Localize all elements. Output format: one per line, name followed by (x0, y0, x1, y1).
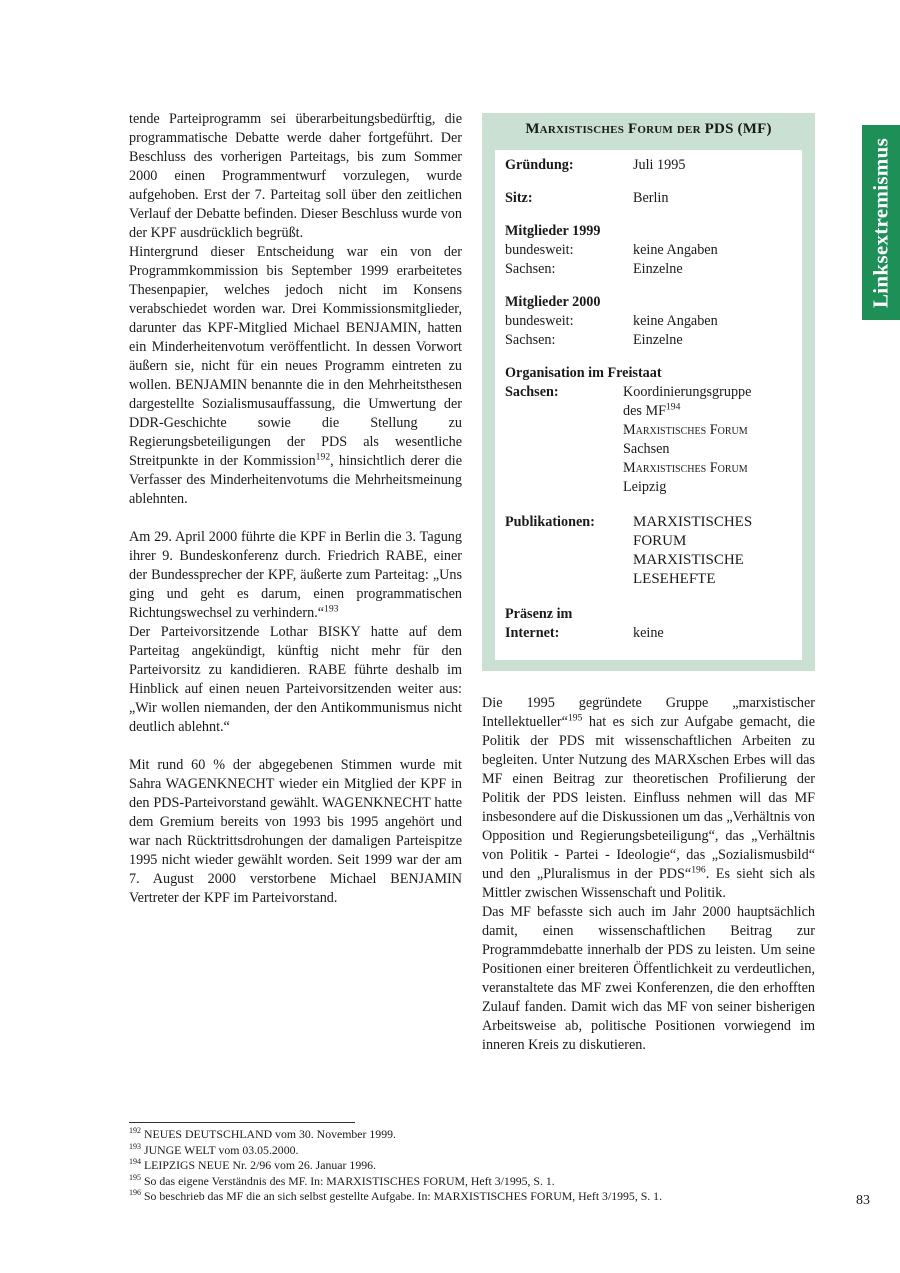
fact-row-founding: Gründung: Juli 1995 (505, 157, 686, 173)
fact-row-publications: Publikationen: MARXISTISCHES FORUM MARXISTISCHE LESEHEFTE (505, 514, 753, 587)
paragraph: Mit rund 60 % der abgegebenen Stimmen wurde mit Sahra WAGENKNECHT wieder ein Mitglied der KPF in den PDS-Parteivorstand gewählt. WAGENKNECHT hatte dem Gremium bereits von 1993 bis 1995 angehört und war nach Rücktrittsdrohungen der damaligen Parteispitze 1995 nicht wieder gewählt worden. Seit 1999 war der am 7. August 2000 verstorbene Michael BENJAMIN Vertreter der KPF im Parteivorstand. (129, 757, 462, 906)
paragraph: Hintergrund dieser Entscheidung war ein von der Programmkommission bis September 1999 erarbeitetes Thesenpapier, welches jedoch nicht im Konsens verabschiedet worden war. Drei Kommissionsmitglieder, darunter das KPF-Mitglied Michael BENJAMIN, hatten ein Minderheitenvotum veröffentlicht. In dessen Vorwort äußern sie, nicht für ein neues Programm eintreten zu wollen. BENJAMIN benannte die in den Mehrheitsthesen dargestellte Sozialismusauffassung, die Umwertung der DDR-Geschichte sowie die Stellung zu Regierungsbeteiligungen der PDS als wesentliche Streitpunkte in der Kommission$^{192}$, hinsichtlich derer die Verfasser des Minderheitenvotums die Mehrheitsmeinung ablehnten. (129, 244, 462, 507)
fact-row-internet: Internet: keine (505, 625, 664, 641)
footnote-ref[interactable]: 195 (567, 712, 583, 724)
members-2000-heading: Mitglieder 2000 (505, 294, 601, 310)
footnote-ref[interactable]: 196 (691, 864, 706, 876)
footnote: $^{196}$ So beschrieb das MF die an sich selbst gestellte Aufgabe. In: MARXISTISCHES FORUM, Heft 3/1995, S. 1. (129, 1188, 663, 1203)
footnote-ref[interactable]: 193 (324, 603, 339, 615)
members-1999-heading: Mitglieder 1999 (505, 223, 601, 239)
organization-fact-box (482, 113, 815, 671)
paragraph: Am 29. April 2000 führte die KPF in Berlin die 3. Tagung ihrer 9. Bundeskonferenz durch. Friedrich RABE, einer der Bundessprecher der KPF, äußerte zum Parteitag: „Uns ging und geht es darum, einen programmatischen Richtungswechsel zu verhindern.“$^{193}$ (129, 529, 462, 621)
organization-heading: Organisation im Freistaat (505, 365, 662, 381)
footnote: $^{192}$ NEUES DEUTSCHLAND vom 30. November 1999. (129, 1126, 396, 1141)
footnotes (129, 1127, 829, 1205)
footnote: $^{193}$ JUNGE WELT vom 03.05.2000. (129, 1141, 299, 1157)
section-tab (862, 125, 900, 320)
paragraph: Die 1995 gegründete Gruppe „marxistischer Intellektueller“$^{195}$ hat es sich zur Aufgabe gemacht, die Politik der PDS mit wissenschaftlichen Arbeiten zu begleiten. Unter Nutzung des MARXschen Erbes will das MF einen Beitrag zur theoretischen Profilierung der Politik der PDS leisten. Einfluss nehmen will das MF insbesondere auf die Diskussionen um das „Verhältnis von Opposition und Regierungsbeteiligung“, das „Verhältnis von Politik - Partei - Ideologie“, das „Sozialismusbild“ und den „Pluralismus in der PDS“$^{196}$. Es sieht sich als Mittler zwischen Wissenschaft und Politik. (482, 695, 815, 901)
fact-box-title: Marxistisches Forum der PDS (MF) (525, 121, 772, 137)
fact-row-organization: Sachsen: Koordinierungsgruppe des MF$^{194}$ Marxistisches Forum Sachsen Marxistisches Forum Leipzig (505, 384, 752, 495)
right-text-column (482, 694, 815, 1055)
left-text-column (129, 110, 462, 908)
paragraph: tende Parteiprogramm sei überarbeitungsbedürftig, die programmatische Debatte werde daher fortgeführt. Der Beschluss des vorherigen Parteitags, bis zum Sommer 2000 einen Programmentwurf vorzulegen, wurde aufgehoben. Erst der 7. Parteitag soll über den zeitlichen Verlauf der Debatte befinden. Dieser Beschluss wurde von der KPF ausdrücklich begrüßt. (129, 111, 462, 241)
paragraph: Der Parteivorsitzende Lothar BISKY hatte auf dem Parteitag angekündigt, künftig nicht mehr für den Parteivorsitz zu kandidieren. RABE führte deshalb im Hinblick auf einen neuen Parteivorsitzenden weiter aus: „Wir wollen niemanden, der den Antikommunismus nicht deutlich ablehnt.“ (129, 624, 462, 735)
fact-row-seat: Sitz: Berlin (505, 190, 669, 206)
footnote: $^{194}$ LEIPZIGS NEUE Nr. 2/96 vom 26. Januar 1996. (129, 1157, 376, 1172)
footnote-divider (129, 1122, 355, 1123)
paragraph: Das MF befasste sich auch im Jahr 2000 hauptsächlich damit, einen wissenschaftlichen Beitrag zur Programmdebatte innerhalb der PDS zu leisten. Um seine Positionen einer breiteren Öffentlichkeit zu verdeutlichen, veranstaltete das MF zwei Konferenzen, die den erhofften Zulauf fanden. Damit wich das MF von seiner bisherigen Arbeitsweise ab, politische Positionen vorwiegend im inneren Kreis zu diskutieren. (482, 904, 815, 1053)
section-tab-label: Linksextremismus (868, 137, 893, 308)
page-number: 83 (856, 1193, 870, 1208)
footnote-ref[interactable]: 192 (315, 451, 331, 463)
fact-box-content: Gründung: Juli 1995 Sitz: Berlin Mitglieder 1999 bundesweit: keine Angaben Sachsen: Einzelne Mitglieder 2000 bundesweit: keine Angaben Sachsen: Einzelne Organisation im Freistaat Sachsen: Koordinierungsgruppe des MF$^{194}$ Marxistisches Forum Sachsen Marxistisches Forum Leipzig Publikationen: MARXISTISCHES FORUM MARXISTISCHE LESEHEFTE Präsenz im Internet: keine (495, 150, 802, 660)
footnote: $^{195}$ So das eigene Verständnis des MF. In: MARXISTISCHES FORUM, Heft 3/1995, S. 1. (129, 1172, 555, 1188)
footnote-ref[interactable]: 194 (665, 401, 681, 413)
